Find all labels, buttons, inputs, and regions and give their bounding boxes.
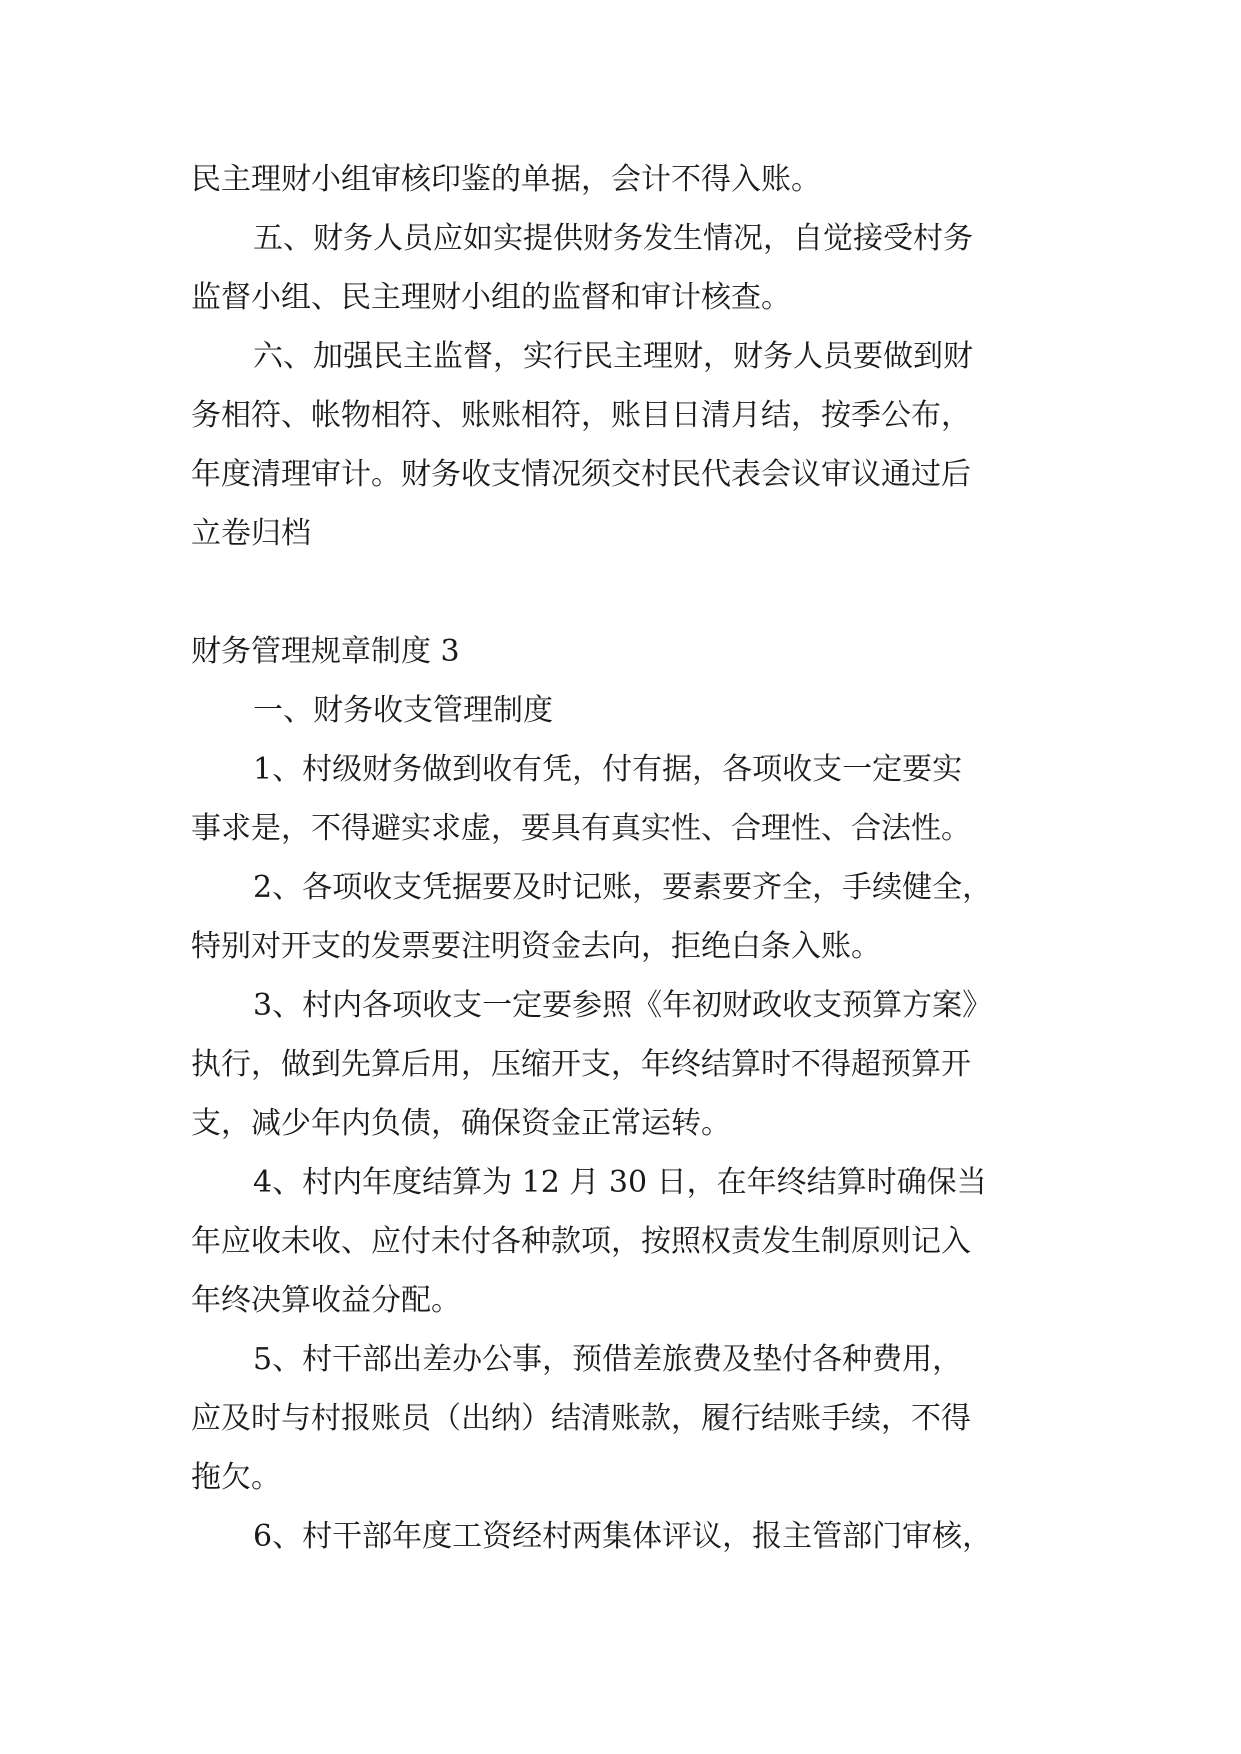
text-line: 立卷归档: [191, 516, 311, 551]
text-line: 5、村干部出差办公事，预借差旅费及垫付各种费用，: [253, 1342, 963, 1377]
text-line: 民主理财小组审核印鉴的单据，会计不得入账。: [191, 162, 821, 197]
text-line: 五、财务人员应如实提供财务发生情况，自觉接受村务: [253, 221, 973, 256]
text-line: 特别对开支的发票要注明资金去向，拒绝白条入账。: [191, 929, 881, 964]
text-line: 2、各项收支凭据要及时记账，要素要齐全，手续健全，: [253, 870, 993, 905]
text-line: 事求是，不得避实求虚，要具有真实性、合理性、合法性。: [191, 811, 971, 846]
paragraph-block-continuation: [191, 150, 1051, 563]
text-line: 6、村干部年度工资经村两集体评议，报主管部门审核，: [253, 1519, 993, 1554]
section-title: 财务管理规章制度 3: [191, 634, 460, 669]
text-line: 支，减少年内负债，确保资金正常运转。: [191, 1106, 731, 1141]
text-line: 一、财务收支管理制度: [253, 693, 553, 728]
text-line: 监督小组、民主理财小组的监督和审计核查。: [191, 280, 791, 315]
text-line: 4、村内年度结算为 12 月 30 日，在年终结算时确保当: [253, 1165, 987, 1200]
paragraph-block-section-3: [191, 681, 1051, 1566]
text-line: 应及时与村报账员（出纳）结清账款，履行结账手续，不得: [191, 1401, 971, 1436]
text-line: 拖欠。: [191, 1460, 281, 1495]
text-line: 年终决算收益分配。: [191, 1283, 461, 1318]
document-body: [191, 150, 1051, 1566]
text-line: 1、村级财务做到收有凭，付有据，各项收支一定要实: [253, 752, 963, 787]
text-line: 年应收未收、应付未付各种款项，按照权责发生制原则记入: [191, 1224, 971, 1259]
text-line: 执行，做到先算后用，压缩开支，年终结算时不得超预算开: [191, 1047, 971, 1082]
text-line: 务相符、帐物相符、账账相符，账目日清月结，按季公布，: [191, 398, 971, 433]
section-gap: [191, 563, 1051, 622]
text-line: 3、村内各项收支一定要参照《年初财政收支预算方案》: [253, 988, 993, 1023]
text-line: 年度清理审计。财务收支情况须交村民代表会议审议通过后: [191, 457, 971, 492]
text-line: 六、加强民主监督，实行民主理财，财务人员要做到财: [253, 339, 973, 374]
